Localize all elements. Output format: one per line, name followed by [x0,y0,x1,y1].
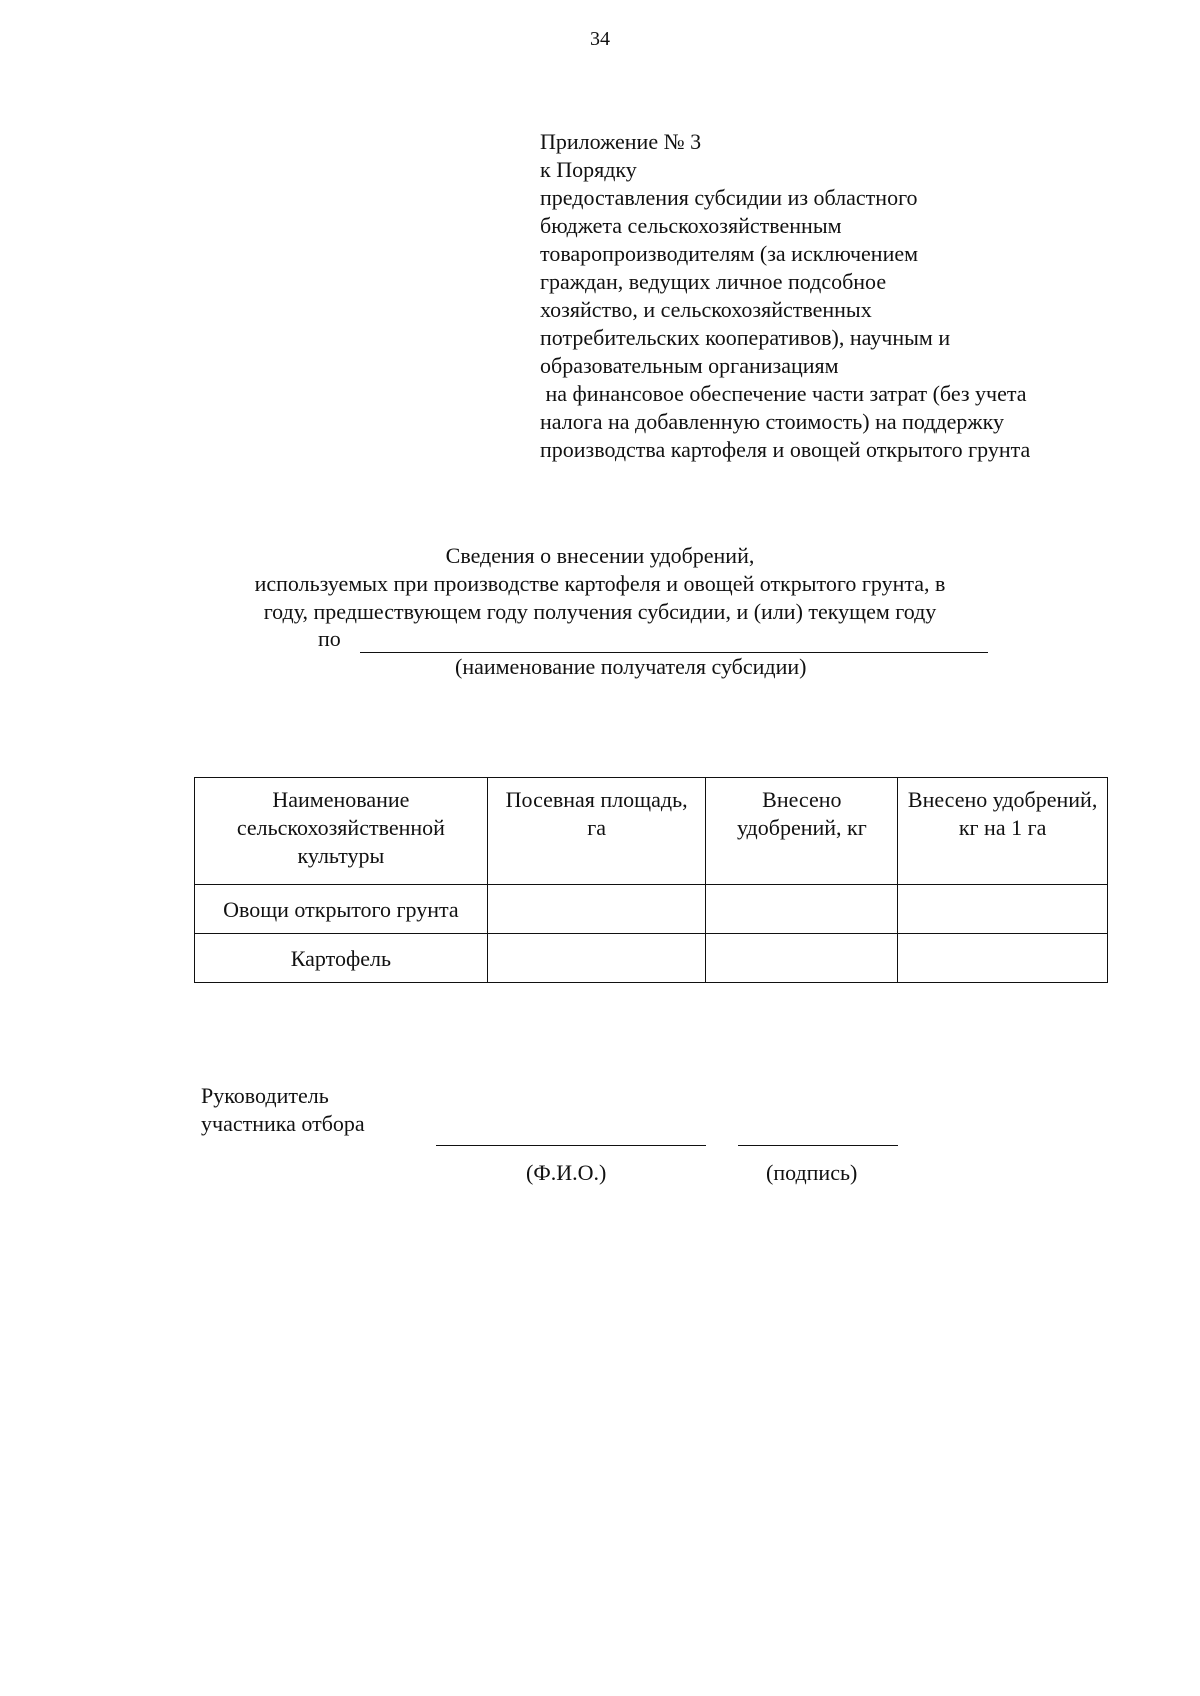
document-title [0,542,1200,626]
appendix-line: товаропроизводителям (за исключением [540,241,919,266]
cell-crop: Картофель [195,934,488,983]
appendix-line: производства картофеля и овощей открытого грунта [540,437,1031,462]
appendix-line: Приложение № 3 [540,129,702,154]
name-blank-line[interactable] [436,1145,706,1146]
signature-blank-line[interactable] [738,1145,898,1146]
page-number: 34 [590,28,610,50]
appendix-line: бюджета сельскохозяйственным [540,213,842,238]
recipient-prefix: по [318,626,341,651]
fertilizer-table [194,777,1108,983]
cell-area[interactable] [487,934,706,983]
title-line: используемых при производстве картофеля и овощей открытого грунта, в [254,571,946,596]
table-header-row [195,778,1108,885]
cell-area[interactable] [487,885,706,934]
header-fertilizer: Внесено удобрений, кг [706,778,898,885]
appendix-line: на финансовое обеспечение части затрат (без учета [540,381,1027,406]
signature-hint: (подпись) [766,1160,858,1185]
signatory-role-line: участника отбора [201,1111,365,1136]
cell-crop: Овощи открытого грунта [195,885,488,934]
table-row [195,885,1108,934]
header-area: Посевная площадь, га [487,778,706,885]
cell-fertilizer-per-ha[interactable] [898,885,1108,934]
appendix-line: к Порядку [540,157,637,182]
table-row [195,934,1108,983]
appendix-line: граждан, ведущих личное подсобное [540,269,887,294]
appendix-line: налога на добавленную стоимость) на поддержку [540,409,1004,434]
header-crop: Наименование сельскохозяйственной культуры [195,778,488,885]
recipient-hint: (наименование получателя субсидии) [455,654,807,679]
appendix-line: предоставления субсидии из областного [540,185,918,210]
cell-fertilizer[interactable] [706,934,898,983]
title-line: Сведения о внесении удобрений, [445,543,755,568]
name-hint: (Ф.И.О.) [526,1160,607,1185]
signatory-role-line: Руководитель [201,1083,329,1108]
cell-fertilizer-per-ha[interactable] [898,934,1108,983]
title-line: году, предшествующем году получения субсидии, и (или) текущем году [263,599,937,624]
appendix-line: хозяйство, и сельскохозяйственных [540,297,872,322]
appendix-line: образовательным организациям [540,353,839,378]
signatory-role [201,1082,365,1138]
cell-fertilizer[interactable] [706,885,898,934]
recipient-blank-line[interactable] [360,652,988,653]
appendix-line: потребительских кооперативов), научным и [540,325,951,350]
appendix-header [540,128,1160,464]
header-fertilizer-per-ha: Внесено удобрений, кг на 1 га [898,778,1108,885]
